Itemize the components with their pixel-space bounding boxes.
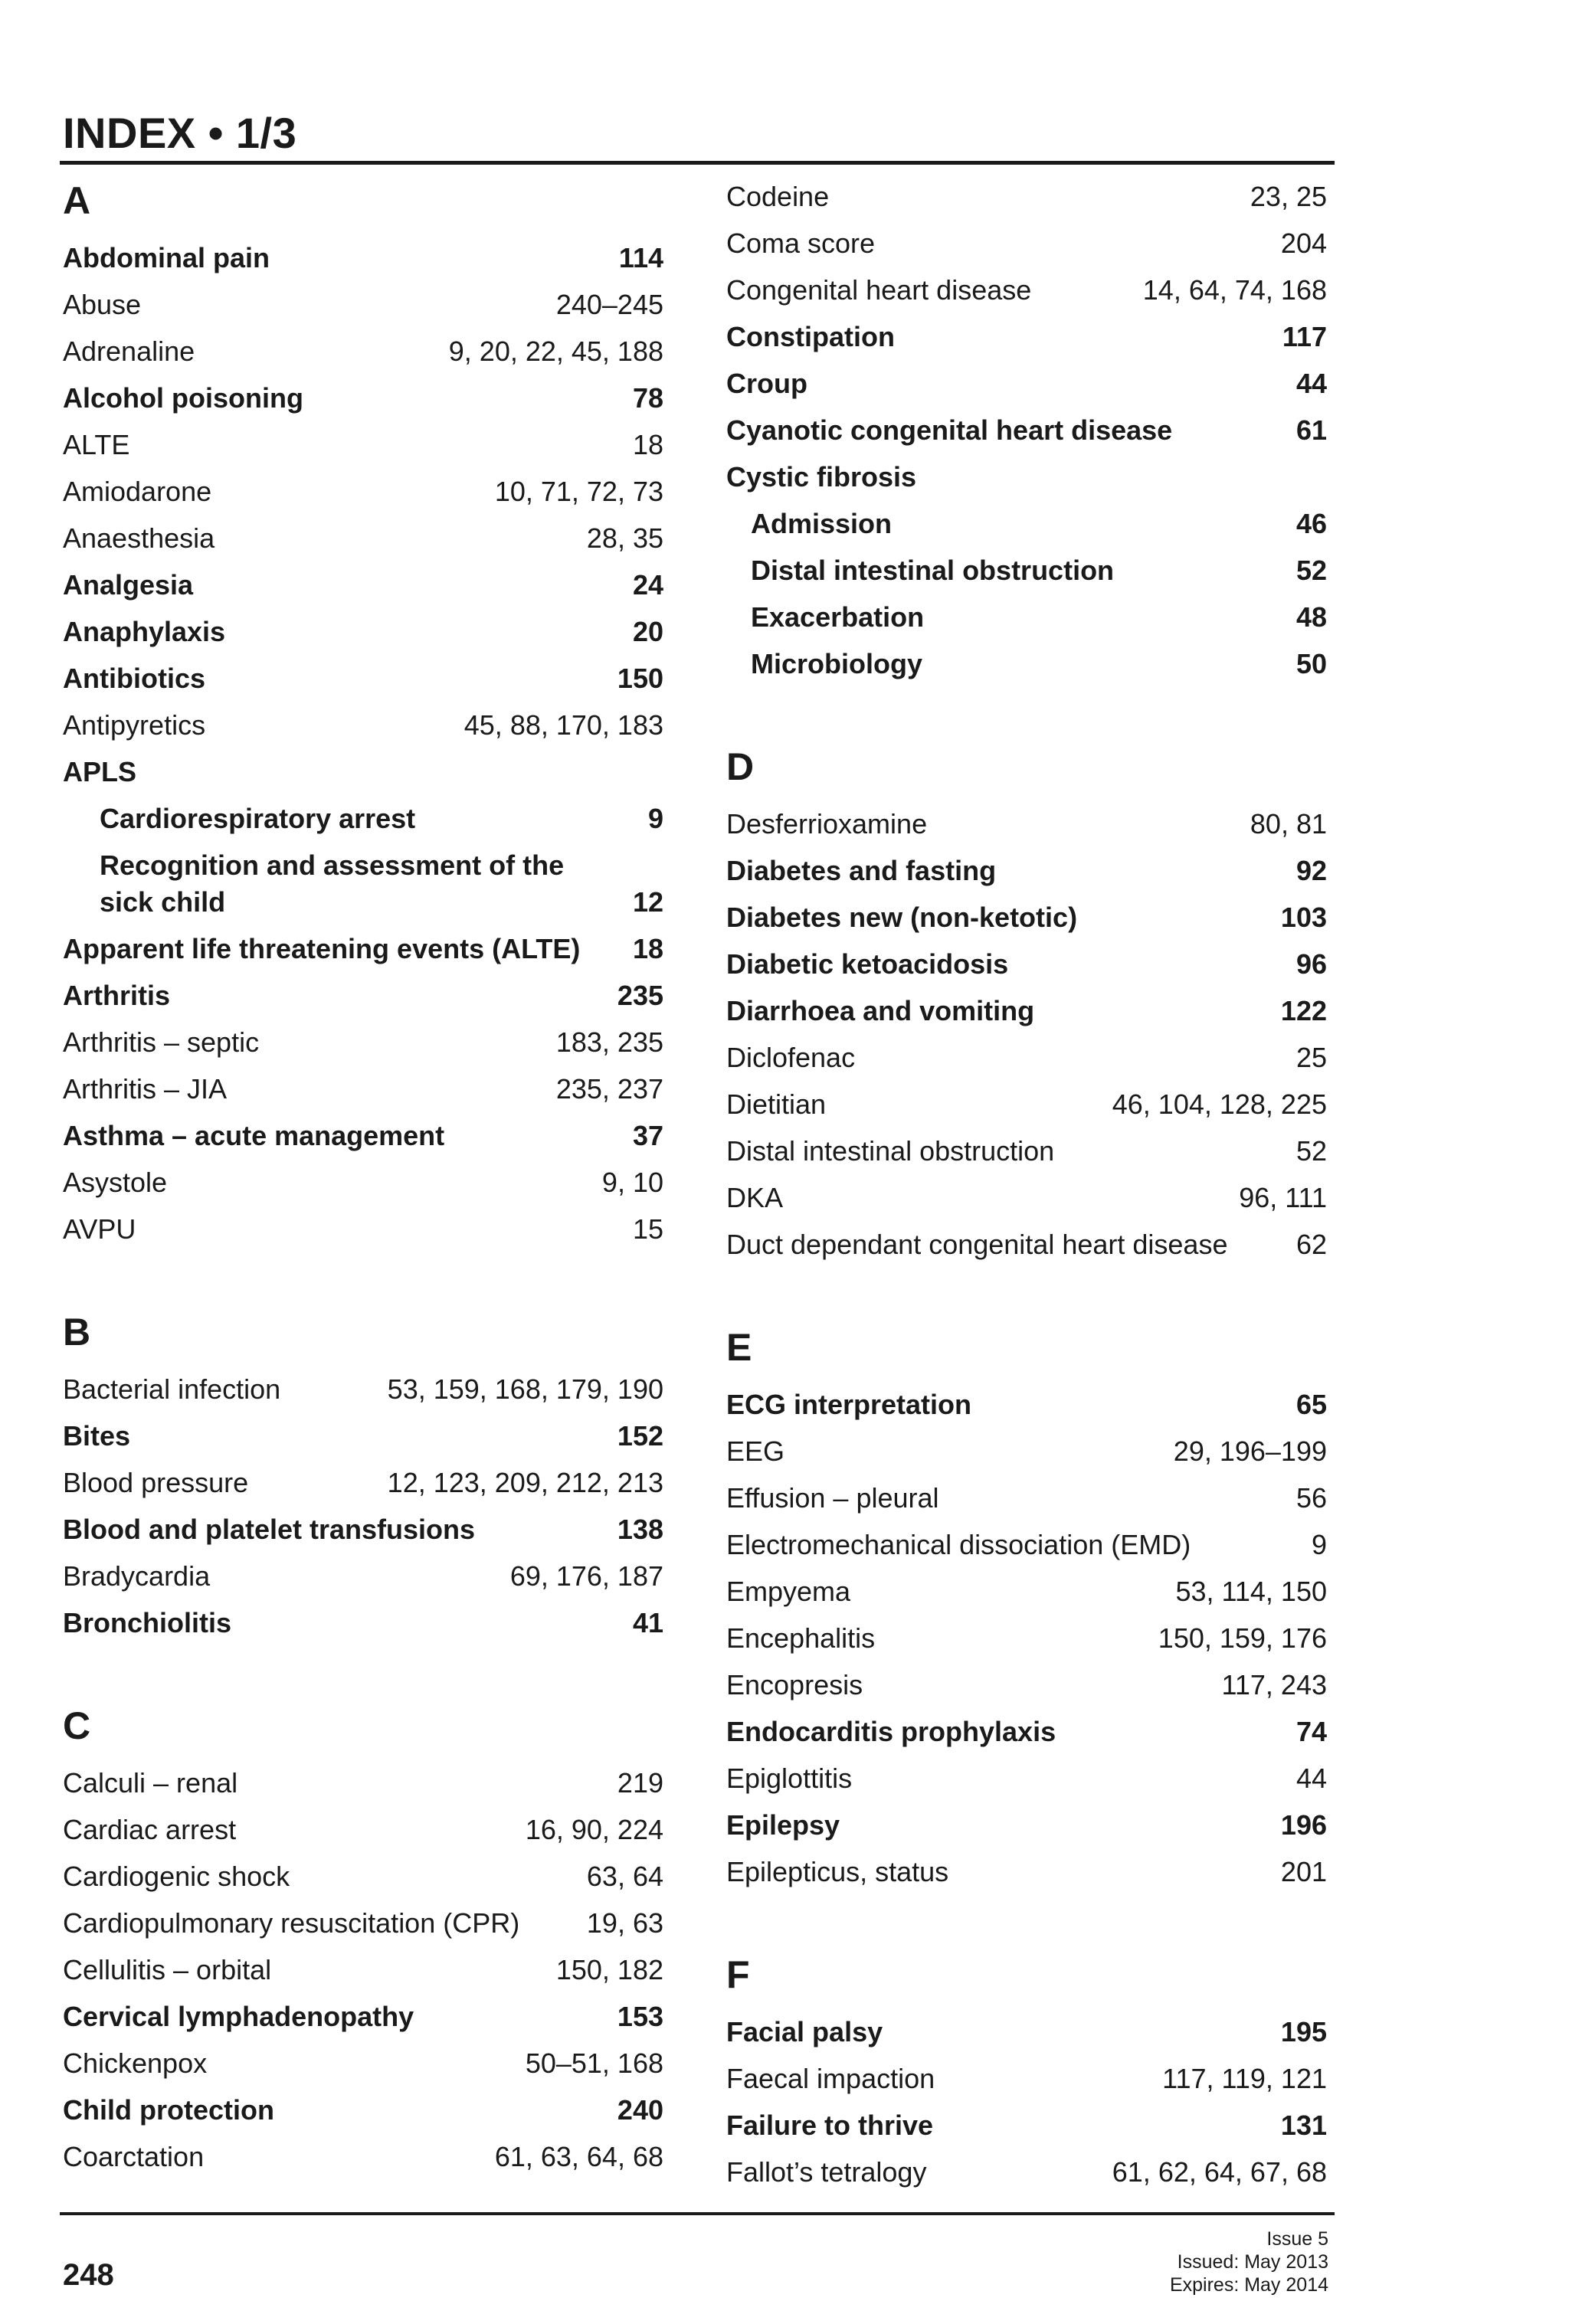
index-entry	[63, 748, 663, 795]
entry-pages: 53, 159, 168, 179, 190	[387, 1373, 663, 1405]
section-letter: F	[726, 1953, 750, 1996]
index-subentry	[726, 500, 1327, 547]
entry-term: Encopresis	[726, 1669, 863, 1700]
entry-pages: 53, 114, 150	[1175, 1576, 1327, 1607]
index-entry	[726, 1755, 1327, 1802]
entry-term: Diarrhoea and vomiting	[726, 995, 1035, 1026]
entry-term: Failure to thrive	[726, 2110, 934, 2141]
index-section-b	[63, 1304, 663, 1646]
index-entry	[63, 1019, 663, 1065]
index-entry	[63, 1553, 663, 1599]
entry-pages: 74	[1295, 1716, 1327, 1747]
index-entry	[63, 2133, 663, 2180]
entry-term: Alcohol poisoning	[63, 382, 303, 414]
index-entry	[726, 360, 1327, 407]
entry-pages: 96	[1295, 948, 1327, 980]
index-entry	[63, 1946, 663, 1993]
entry-pages: 52	[1295, 555, 1327, 586]
index-entry	[63, 2087, 663, 2133]
index-entry	[63, 1853, 663, 1900]
entry-term: Bradycardia	[63, 1560, 211, 1592]
index-entry	[63, 1759, 663, 1806]
entry-pages: 150, 159, 176	[1158, 1622, 1327, 1654]
entry-term: Desferrioxamine	[726, 808, 928, 840]
index-entry	[726, 173, 1327, 220]
entry-pages: 61	[1295, 414, 1327, 446]
index-entry	[63, 1112, 663, 1159]
entry-term: Bacterial infection	[63, 1373, 281, 1405]
entry-pages: 69, 176, 187	[509, 1560, 663, 1592]
entry-term: Epilepticus, status	[726, 1856, 949, 1887]
entry-pages: 24	[632, 569, 663, 601]
entry-pages: 117, 243	[1221, 1669, 1327, 1700]
entry-pages: 41	[632, 1607, 663, 1638]
entry-term: Amiodarone	[63, 476, 212, 507]
index-section-e	[726, 1320, 1327, 1895]
entry-term: Coarctation	[63, 2141, 205, 2172]
entry-pages: 15	[632, 1213, 663, 1245]
index-entry	[726, 407, 1327, 453]
entry-term: Chickenpox	[63, 2047, 208, 2079]
index-entry	[726, 1848, 1327, 1895]
entry-pages: 196	[1280, 1809, 1327, 1841]
section-letter: D	[726, 745, 755, 788]
index-entry	[63, 328, 663, 375]
entry-term: Bites	[63, 1420, 131, 1452]
entry-pages: 61, 63, 64, 68	[494, 2141, 663, 2172]
entry-pages: 80, 81	[1250, 808, 1327, 840]
index-entry	[726, 267, 1327, 313]
entry-term: Child protection	[63, 2094, 274, 2126]
index-entry	[63, 281, 663, 328]
index-column-right	[726, 173, 1327, 2247]
entry-term: Cardiorespiratory arrest	[100, 803, 416, 834]
entry-term: Asthma – acute management	[63, 1120, 445, 1151]
entry-pages: 44	[1295, 1763, 1327, 1794]
entry-pages: 62	[1295, 1229, 1327, 1260]
page-title: INDEX • 1/3	[63, 109, 297, 157]
entry-pages: 29, 196–199	[1173, 1435, 1327, 1467]
index-entry	[726, 2008, 1327, 2055]
section-letter: B	[63, 1311, 91, 1353]
entry-pages: 183, 235	[555, 1026, 663, 1058]
section-letter: A	[63, 179, 91, 222]
entry-pages: 78	[632, 382, 663, 414]
index-entry	[63, 1065, 663, 1112]
index-subentry	[726, 547, 1327, 594]
entry-pages: 240–245	[555, 289, 663, 320]
entry-term: Constipation	[726, 321, 895, 352]
entry-pages: 152	[617, 1420, 663, 1452]
entry-pages: 219	[617, 1767, 663, 1799]
index-entry	[63, 1599, 663, 1646]
index-entry	[63, 375, 663, 421]
entry-term: Abdominal pain	[63, 242, 270, 273]
footer-rule	[60, 2212, 1335, 2215]
entry-pages: 9, 20, 22, 45, 188	[448, 336, 663, 367]
index-entry	[63, 561, 663, 608]
index-entry	[63, 655, 663, 702]
issued-date: Issued: May 2013	[1177, 2251, 1328, 2273]
entry-term: Bronchiolitis	[63, 1607, 232, 1638]
index-entry	[726, 800, 1327, 847]
header-rule	[60, 161, 1335, 165]
entry-term: Adrenaline	[63, 336, 195, 367]
index-entry	[726, 941, 1327, 987]
entry-term: Analgesia	[63, 569, 194, 601]
entry-pages: 23, 25	[1250, 181, 1327, 212]
index-entry	[726, 1661, 1327, 1708]
index-entry	[726, 1708, 1327, 1755]
entry-term: Distal intestinal obstruction	[751, 555, 1115, 586]
entry-term: Anaphylaxis	[63, 616, 226, 647]
index-entry	[726, 1381, 1327, 1428]
entry-pages: 201	[1280, 1856, 1327, 1887]
page-number: 248	[63, 2258, 114, 2292]
index-entry	[63, 1159, 663, 1206]
index-entry	[726, 1034, 1327, 1081]
issue-number: Issue 5	[1266, 2228, 1328, 2250]
entry-term: Anaesthesia	[63, 522, 215, 554]
entry-term: Cystic fibrosis	[726, 461, 917, 493]
entry-term: Endocarditis prophylaxis	[726, 1716, 1056, 1747]
entry-term: Cardiac arrest	[63, 1814, 237, 1845]
entry-pages: 150	[617, 663, 663, 694]
index-entry	[63, 1459, 663, 1506]
index-entry	[63, 421, 663, 468]
index-entry	[63, 1412, 663, 1459]
index-entry	[63, 1206, 663, 1252]
entry-term: Faecal impaction	[726, 2063, 935, 2094]
entry-term: Admission	[751, 508, 893, 539]
index-subentry	[726, 640, 1327, 687]
entry-pages: 153	[617, 2001, 663, 2032]
entry-pages: 50–51, 168	[525, 2047, 663, 2079]
index-entry	[726, 1221, 1327, 1268]
index-entry	[726, 987, 1327, 1034]
entry-pages: 235, 237	[555, 1073, 663, 1105]
index-column-left	[63, 173, 663, 2232]
index-subentry	[726, 594, 1327, 640]
entry-term: DKA	[726, 1182, 784, 1213]
entry-term: Distal intestinal obstruction	[726, 1135, 1055, 1167]
section-letter: E	[726, 1326, 752, 1369]
entry-term: Encephalitis	[726, 1622, 876, 1654]
entry-term: Arthritis – JIA	[63, 1073, 228, 1105]
index-entry	[726, 847, 1327, 894]
entry-pages: 204	[1280, 227, 1327, 259]
index-subentry	[63, 842, 663, 925]
entry-term: Duct dependant congenital heart disease	[726, 1229, 1228, 1260]
entry-pages: 150, 182	[555, 1954, 663, 1985]
entry-pages: 117, 119, 121	[1162, 2063, 1327, 2094]
index-section-a	[63, 173, 663, 1252]
entry-term: Fallot’s tetralogy	[726, 2156, 927, 2188]
entry-pages: 9, 10	[601, 1167, 663, 1198]
index-entry	[726, 453, 1327, 500]
entry-term: Diabetes and fasting	[726, 855, 997, 886]
entry-term: AVPU	[63, 1213, 136, 1245]
entry-pages: 63, 64	[586, 1861, 663, 1892]
entry-pages: 117	[1282, 321, 1327, 352]
entry-pages: 46	[1295, 508, 1327, 539]
entry-pages: 65	[1295, 1389, 1327, 1420]
entry-term: Cyanotic congenital heart disease	[726, 414, 1173, 446]
entry-term: Diabetes new (non-ketotic)	[726, 902, 1078, 933]
index-entry	[726, 313, 1327, 360]
entry-pages: 48	[1295, 601, 1327, 633]
entry-pages: 92	[1295, 855, 1327, 886]
entry-pages: 12, 123, 209, 212, 213	[387, 1467, 663, 1498]
entry-term: Blood pressure	[63, 1467, 249, 1498]
entry-term: Epilepsy	[726, 1809, 840, 1841]
index-entry	[63, 1806, 663, 1853]
index-entry	[726, 1615, 1327, 1661]
entry-pages: 122	[1280, 995, 1327, 1026]
entry-term: Empyema	[726, 1576, 851, 1607]
entry-term: Epiglottitis	[726, 1763, 853, 1794]
entry-pages: 37	[632, 1120, 663, 1151]
entry-term: Congenital heart disease	[726, 274, 1032, 306]
entry-term: Microbiology	[751, 648, 922, 679]
index-section-continued	[726, 173, 1327, 687]
entry-pages: 56	[1295, 1482, 1327, 1514]
entry-term: APLS	[63, 756, 137, 787]
entry-pages: 235	[617, 980, 663, 1011]
entry-term: Antibiotics	[63, 663, 205, 694]
entry-term: Cardiopulmonary resuscitation (CPR)	[63, 1907, 520, 1939]
index-entry	[726, 1568, 1327, 1615]
index-entry	[726, 1174, 1327, 1221]
entry-pages: 10, 71, 72, 73	[494, 476, 663, 507]
entry-term: Croup	[726, 368, 807, 399]
index-entry	[63, 925, 663, 972]
index-entry	[726, 220, 1327, 267]
entry-pages: 138	[617, 1514, 663, 1545]
index-entry	[63, 1900, 663, 1946]
index-entry	[63, 702, 663, 748]
expiry-date: Expires: May 2014	[1169, 2274, 1328, 2296]
entry-term: Diabetic ketoacidosis	[726, 948, 1009, 980]
index-section-d	[726, 739, 1327, 1268]
entry-term: Codeine	[726, 181, 830, 212]
entry-pages: 61, 62, 64, 67, 68	[1112, 2156, 1327, 2188]
index-entry	[726, 1428, 1327, 1475]
index-entry	[63, 2040, 663, 2087]
entry-term: Abuse	[63, 289, 142, 320]
entry-pages: 12	[632, 886, 663, 918]
entry-pages: 50	[1295, 648, 1327, 679]
index-entry	[63, 1506, 663, 1553]
entry-term: Arthritis	[63, 980, 171, 1011]
issue-info	[1170, 2227, 1328, 2296]
entry-term: Recognition and assessment of the sick child	[100, 849, 565, 918]
entry-term: EEG	[726, 1435, 785, 1467]
index-entry	[726, 2055, 1327, 2102]
entry-pages: 16, 90, 224	[525, 1814, 663, 1845]
entry-pages: 9	[1311, 1529, 1327, 1560]
entry-pages: 195	[1280, 2016, 1327, 2047]
index-entry	[726, 1081, 1327, 1128]
index-entry	[63, 1366, 663, 1412]
index-entry	[726, 1802, 1327, 1848]
entry-pages: 14, 64, 74, 168	[1142, 274, 1327, 306]
entry-term: Apparent life threatening events (ALTE)	[63, 933, 581, 964]
entry-pages: 46, 104, 128, 225	[1112, 1088, 1327, 1120]
entry-term: Facial palsy	[726, 2016, 883, 2047]
entry-pages: 18	[632, 933, 663, 964]
entry-pages: 19, 63	[586, 1907, 663, 1939]
entry-pages: 114	[618, 242, 663, 273]
index-entry	[726, 1521, 1327, 1568]
entry-pages: 52	[1295, 1135, 1327, 1167]
index-entry	[726, 2102, 1327, 2149]
index-entry	[726, 894, 1327, 941]
index-entry	[726, 2149, 1327, 2195]
entry-pages: 240	[617, 2094, 663, 2126]
entry-term: Cellulitis – orbital	[63, 1954, 272, 1985]
entry-pages: 96, 111	[1239, 1182, 1327, 1213]
entry-term: ECG interpretation	[726, 1389, 972, 1420]
entry-pages: 45, 88, 170, 183	[463, 709, 663, 741]
index-entry	[63, 608, 663, 655]
entry-term: Diclofenac	[726, 1042, 856, 1073]
entry-pages: 25	[1295, 1042, 1327, 1073]
entry-pages: 18	[632, 429, 663, 460]
entry-term: Effusion – pleural	[726, 1482, 939, 1514]
entry-pages: 28, 35	[586, 522, 663, 554]
entry-term: Dietitian	[726, 1088, 827, 1120]
entry-term: Electromechanical dissociation (EMD)	[726, 1529, 1191, 1560]
index-entry	[726, 1128, 1327, 1174]
entry-term: Arthritis – septic	[63, 1026, 260, 1058]
index-section-f	[726, 1947, 1327, 2195]
entry-term: Antipyretics	[63, 709, 206, 741]
entry-pages: 9	[647, 803, 663, 834]
entry-term: Blood and platelet transfusions	[63, 1514, 476, 1545]
entry-pages: 20	[632, 616, 663, 647]
index-section-c	[63, 1698, 663, 2180]
index-entry	[63, 515, 663, 561]
entry-term: ALTE	[63, 429, 130, 460]
index-entry	[63, 234, 663, 281]
section-letter: C	[63, 1704, 91, 1747]
entry-pages: 103	[1280, 902, 1327, 933]
index-subentry	[63, 795, 663, 842]
entry-term: Asystole	[63, 1167, 168, 1198]
index-entry	[63, 972, 663, 1019]
entry-pages: 44	[1295, 368, 1327, 399]
entry-term: Calculi – renal	[63, 1767, 238, 1799]
entry-pages: 131	[1280, 2110, 1327, 2141]
entry-term: Coma score	[726, 227, 876, 259]
entry-term: Cervical lymphadenopathy	[63, 2001, 414, 2032]
index-entry	[726, 1475, 1327, 1521]
entry-term: Cardiogenic shock	[63, 1861, 290, 1892]
entry-term: Exacerbation	[751, 601, 925, 633]
index-entry	[63, 1993, 663, 2040]
index-entry	[63, 468, 663, 515]
